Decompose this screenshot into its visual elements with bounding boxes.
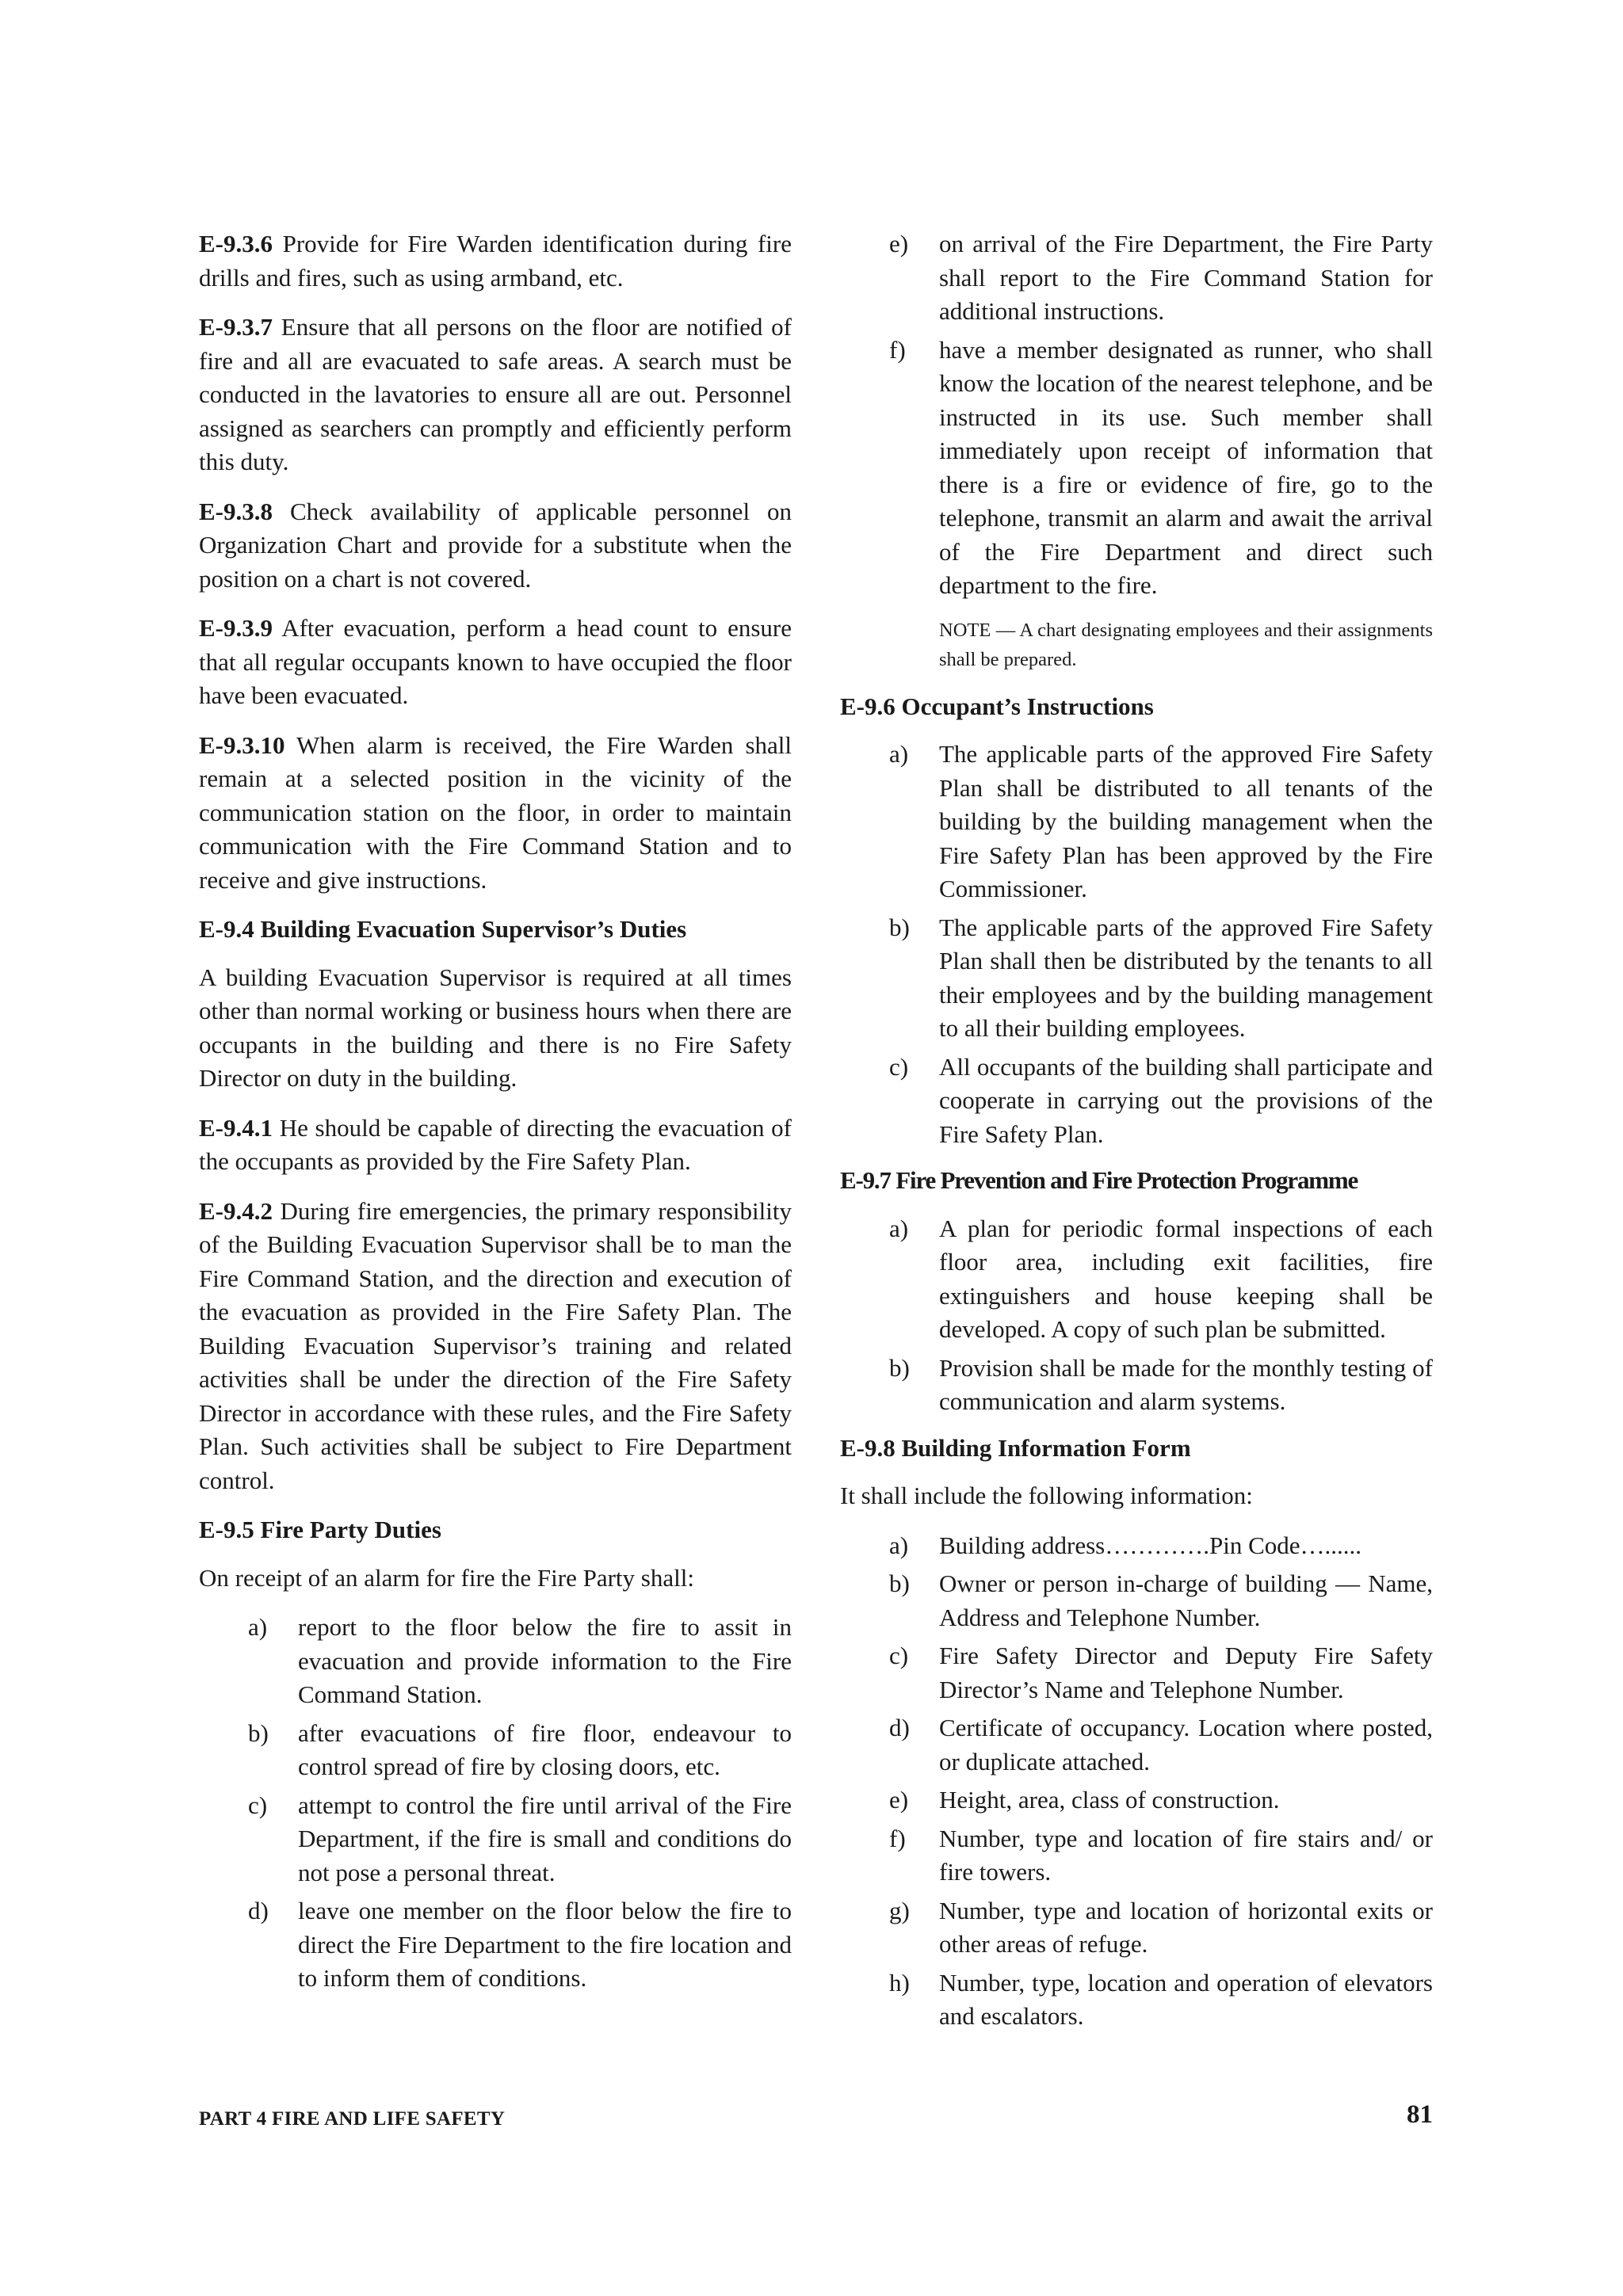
list-item-text: after evacuations of fire floor, endeavour to control spread of fire by closing doors, etc. [298, 1718, 792, 1780]
list-e-9-8 [840, 1529, 1433, 2034]
list-item-text: All occupants of the building shall participate and cooperate in carrying out the provisions of the Fire Safety Plan. [939, 1052, 1433, 1148]
list-item [840, 1567, 1433, 1634]
clause-e-9-4-2 [199, 1195, 792, 1498]
list-marker: a) [248, 1613, 268, 1641]
list-item-text: Number, type and location of fire stairs and/ or fire towers. [939, 1824, 1433, 1886]
list-item-text: Certificate of occupancy. Location where posted, or duplicate attached. [939, 1714, 1433, 1775]
list-e-9-7 [840, 1212, 1433, 1419]
clause-text: Check availability of applicable personnel on Organization Chart and provide for a substitute when the position on a chart is not covered. [199, 497, 792, 593]
list-item [840, 1966, 1433, 2034]
clause-text: When alarm is received, the Fire Warden shall remain at a selected position in the vicinity of the communication station on the floor, in order to maintain communication with the Fire Command Station and to receive and give instructions. [199, 730, 792, 894]
clause-e-9-3-9 [199, 612, 792, 713]
list-marker: d) [889, 1714, 910, 1741]
list-item [840, 1051, 1433, 1152]
list-item [840, 1529, 1433, 1563]
list-item-text: Number, type, location and operation of elevators and escalators. [939, 1968, 1433, 2030]
clause-e-9-4-1 [199, 1112, 792, 1179]
list-item [840, 334, 1433, 603]
section-heading-e-9-8: E-9.8 Building Information Form [840, 1433, 1191, 1462]
clause-number: E-9.3.6 [199, 230, 273, 257]
section-intro-e-9-5: On receipt of an alarm for fire the Fire Party shall: [199, 1563, 694, 1592]
list-marker: a) [889, 1531, 909, 1559]
list-marker: f) [889, 335, 906, 364]
list-marker: e) [889, 230, 909, 257]
clause-e-9-3-6 [199, 227, 792, 295]
list-item [840, 1822, 1433, 1890]
list-item-text: A plan for periodic formal inspections of each floor area, including exit facilities, fire extinguishers and house keeping shall be developed. A copy of such plan be submitted. [939, 1214, 1433, 1343]
list-item [840, 1639, 1433, 1707]
clause-number: E-9.3.8 [199, 497, 273, 525]
section-heading-e-9-5: E-9.5 Fire Party Duties [199, 1516, 441, 1543]
list-marker: b) [889, 1353, 910, 1382]
list-item-text: Owner or person in-charge of building — Name, Address and Telephone Number. [939, 1569, 1433, 1631]
list-marker: a) [889, 1214, 909, 1242]
section-intro-e-9-4: A building Evacuation Supervisor is required at all times other than normal working or business hours when there are occupants in the building and there is no Fire Safety Director on duty in the building. [199, 963, 792, 1092]
clause-number: E-9.4.2 [199, 1196, 273, 1225]
list-marker: f) [889, 1824, 906, 1852]
list-item [199, 1717, 792, 1784]
list-marker: b) [889, 1569, 910, 1597]
list-item [199, 1894, 792, 1996]
list-item-text: on arrival of the Fire Department, the Fire Party shall report to the Fire Command Station for additional instructions. [939, 230, 1433, 325]
clause-e-9-3-7 [199, 311, 792, 479]
list-marker: d) [248, 1897, 269, 1924]
clause-text: Provide for Fire Warden identification during fire drills and fires, such as using armband, etc. [199, 230, 792, 292]
list-marker: a) [889, 740, 909, 768]
clause-text: He should be capable of directing the evacuation of the occupants as provided by the Fire Safety Plan. [199, 1113, 792, 1175]
clause-number: E-9.4.1 [199, 1113, 273, 1142]
list-item-text: Provision shall be made for the monthly testing of communication and alarm systems. [939, 1353, 1433, 1415]
list-item [840, 1783, 1433, 1817]
left-column [199, 227, 792, 2008]
list-item [840, 738, 1433, 906]
clause-e-9-3-8 [199, 495, 792, 597]
clause-e-9-3-10 [199, 729, 792, 898]
list-item-text: Fire Safety Director and Deputy Fire Safety Director’s Name and Telephone Number. [939, 1642, 1433, 1703]
list-marker: b) [889, 913, 910, 941]
list-item [199, 1789, 792, 1890]
section-heading-e-9-7: E-9.7 Fire Prevention and Fire Protection Programme [840, 1166, 1358, 1194]
section-heading-e-9-6: E-9.6 Occupant’s Instructions [840, 692, 1154, 720]
list-item-text: report to the floor below the fire to assit in evacuation and provide information to the Fire Command Station. [298, 1613, 792, 1708]
list-item [840, 1894, 1433, 1962]
list-marker: b) [248, 1718, 269, 1747]
list-marker: c) [889, 1642, 909, 1669]
note-text: NOTE — A chart designating employees and their assignments shall be prepared. [939, 619, 1433, 670]
section-heading-e-9-4: E-9.4 Building Evacuation Supervisor’s Duties [199, 915, 687, 943]
list-item-text: Number, type and location of horizontal exits or other areas of refuge. [939, 1896, 1433, 1958]
clause-number: E-9.3.10 [199, 730, 285, 759]
list-item-text: leave one member on the floor below the fire to direct the Fire Department to the fire location and to inform them of conditions. [298, 1897, 792, 1992]
list-item [199, 1611, 792, 1712]
list-item [840, 911, 1433, 1046]
list-marker: e) [889, 1786, 909, 1814]
list-item-text: Building address………….Pin Code…...... [939, 1531, 1362, 1559]
list-item-text: The applicable parts of the approved Fire Safety Plan shall then be distributed by the tenants to all their employees and by the building management to all their building employees. [939, 913, 1433, 1042]
list-item-text: attempt to control the fire until arrival of the Fire Department, if the fire is small and conditions do not pose a personal threat. [298, 1791, 792, 1886]
list-item [840, 1352, 1433, 1419]
list-marker: c) [889, 1052, 909, 1081]
list-e-9-5 [199, 1611, 792, 1996]
running-footer: PART 4 FIRE AND LIFE SAFETY [199, 2108, 506, 2130]
list-item [840, 1212, 1433, 1347]
list-e-9-6 [840, 738, 1433, 1151]
clause-text: Ensure that all persons on the floor are notified of fire and all are evacuated to safe areas. A search must be conducted in the lavatories to ensure all are out. Personnel assigned as searchers can promptly and efficiently perform this duty. [199, 313, 792, 475]
list-e-9-5-continued [840, 227, 1433, 603]
page-number: 81 [1407, 2100, 1433, 2129]
list-item-text: Height, area, class of construction. [939, 1786, 1280, 1814]
right-column [840, 227, 1433, 2046]
clause-text: After evacuation, perform a head count to ensure that all regular occupants known to have occupied the floor have been evacuated. [199, 614, 792, 709]
list-item [840, 227, 1433, 329]
clause-text: During fire emergencies, the primary responsibility of the Building Evacuation Supervisor shall be to man the Fire Command Station, and the direction and execution of the evacuation as provided in the Fire Safety Plan. The Building Evacuation Supervisor’s training and related activities shall be under the direction of the Fire Safety Director in accordance with these rules, and the Fire Safety Plan. Such activities shall be subject to Fire Department control. [199, 1196, 792, 1494]
list-marker: h) [889, 1968, 910, 1997]
list-item [840, 1711, 1433, 1779]
list-marker: g) [889, 1896, 910, 1924]
clause-number: E-9.3.7 [199, 313, 273, 341]
list-item-text: The applicable parts of the approved Fire Safety Plan shall be distributed to all tenants of the building by the building management when the Fire Safety Plan has been approved by the Fire Commissioner. [939, 740, 1433, 902]
section-intro-e-9-8: It shall include the following information: [840, 1482, 1253, 1509]
list-item-text: have a member designated as runner, who shall know the location of the nearest telephone, and be instructed in its use. Such member shall immediately upon receipt of information that there is a fire or evidence of fire, go to the telephone, transmit an alarm and await the arrival of the Fire Department and direct such department to the fire. [939, 335, 1433, 599]
clause-number: E-9.3.9 [199, 614, 273, 642]
list-marker: c) [248, 1791, 268, 1819]
